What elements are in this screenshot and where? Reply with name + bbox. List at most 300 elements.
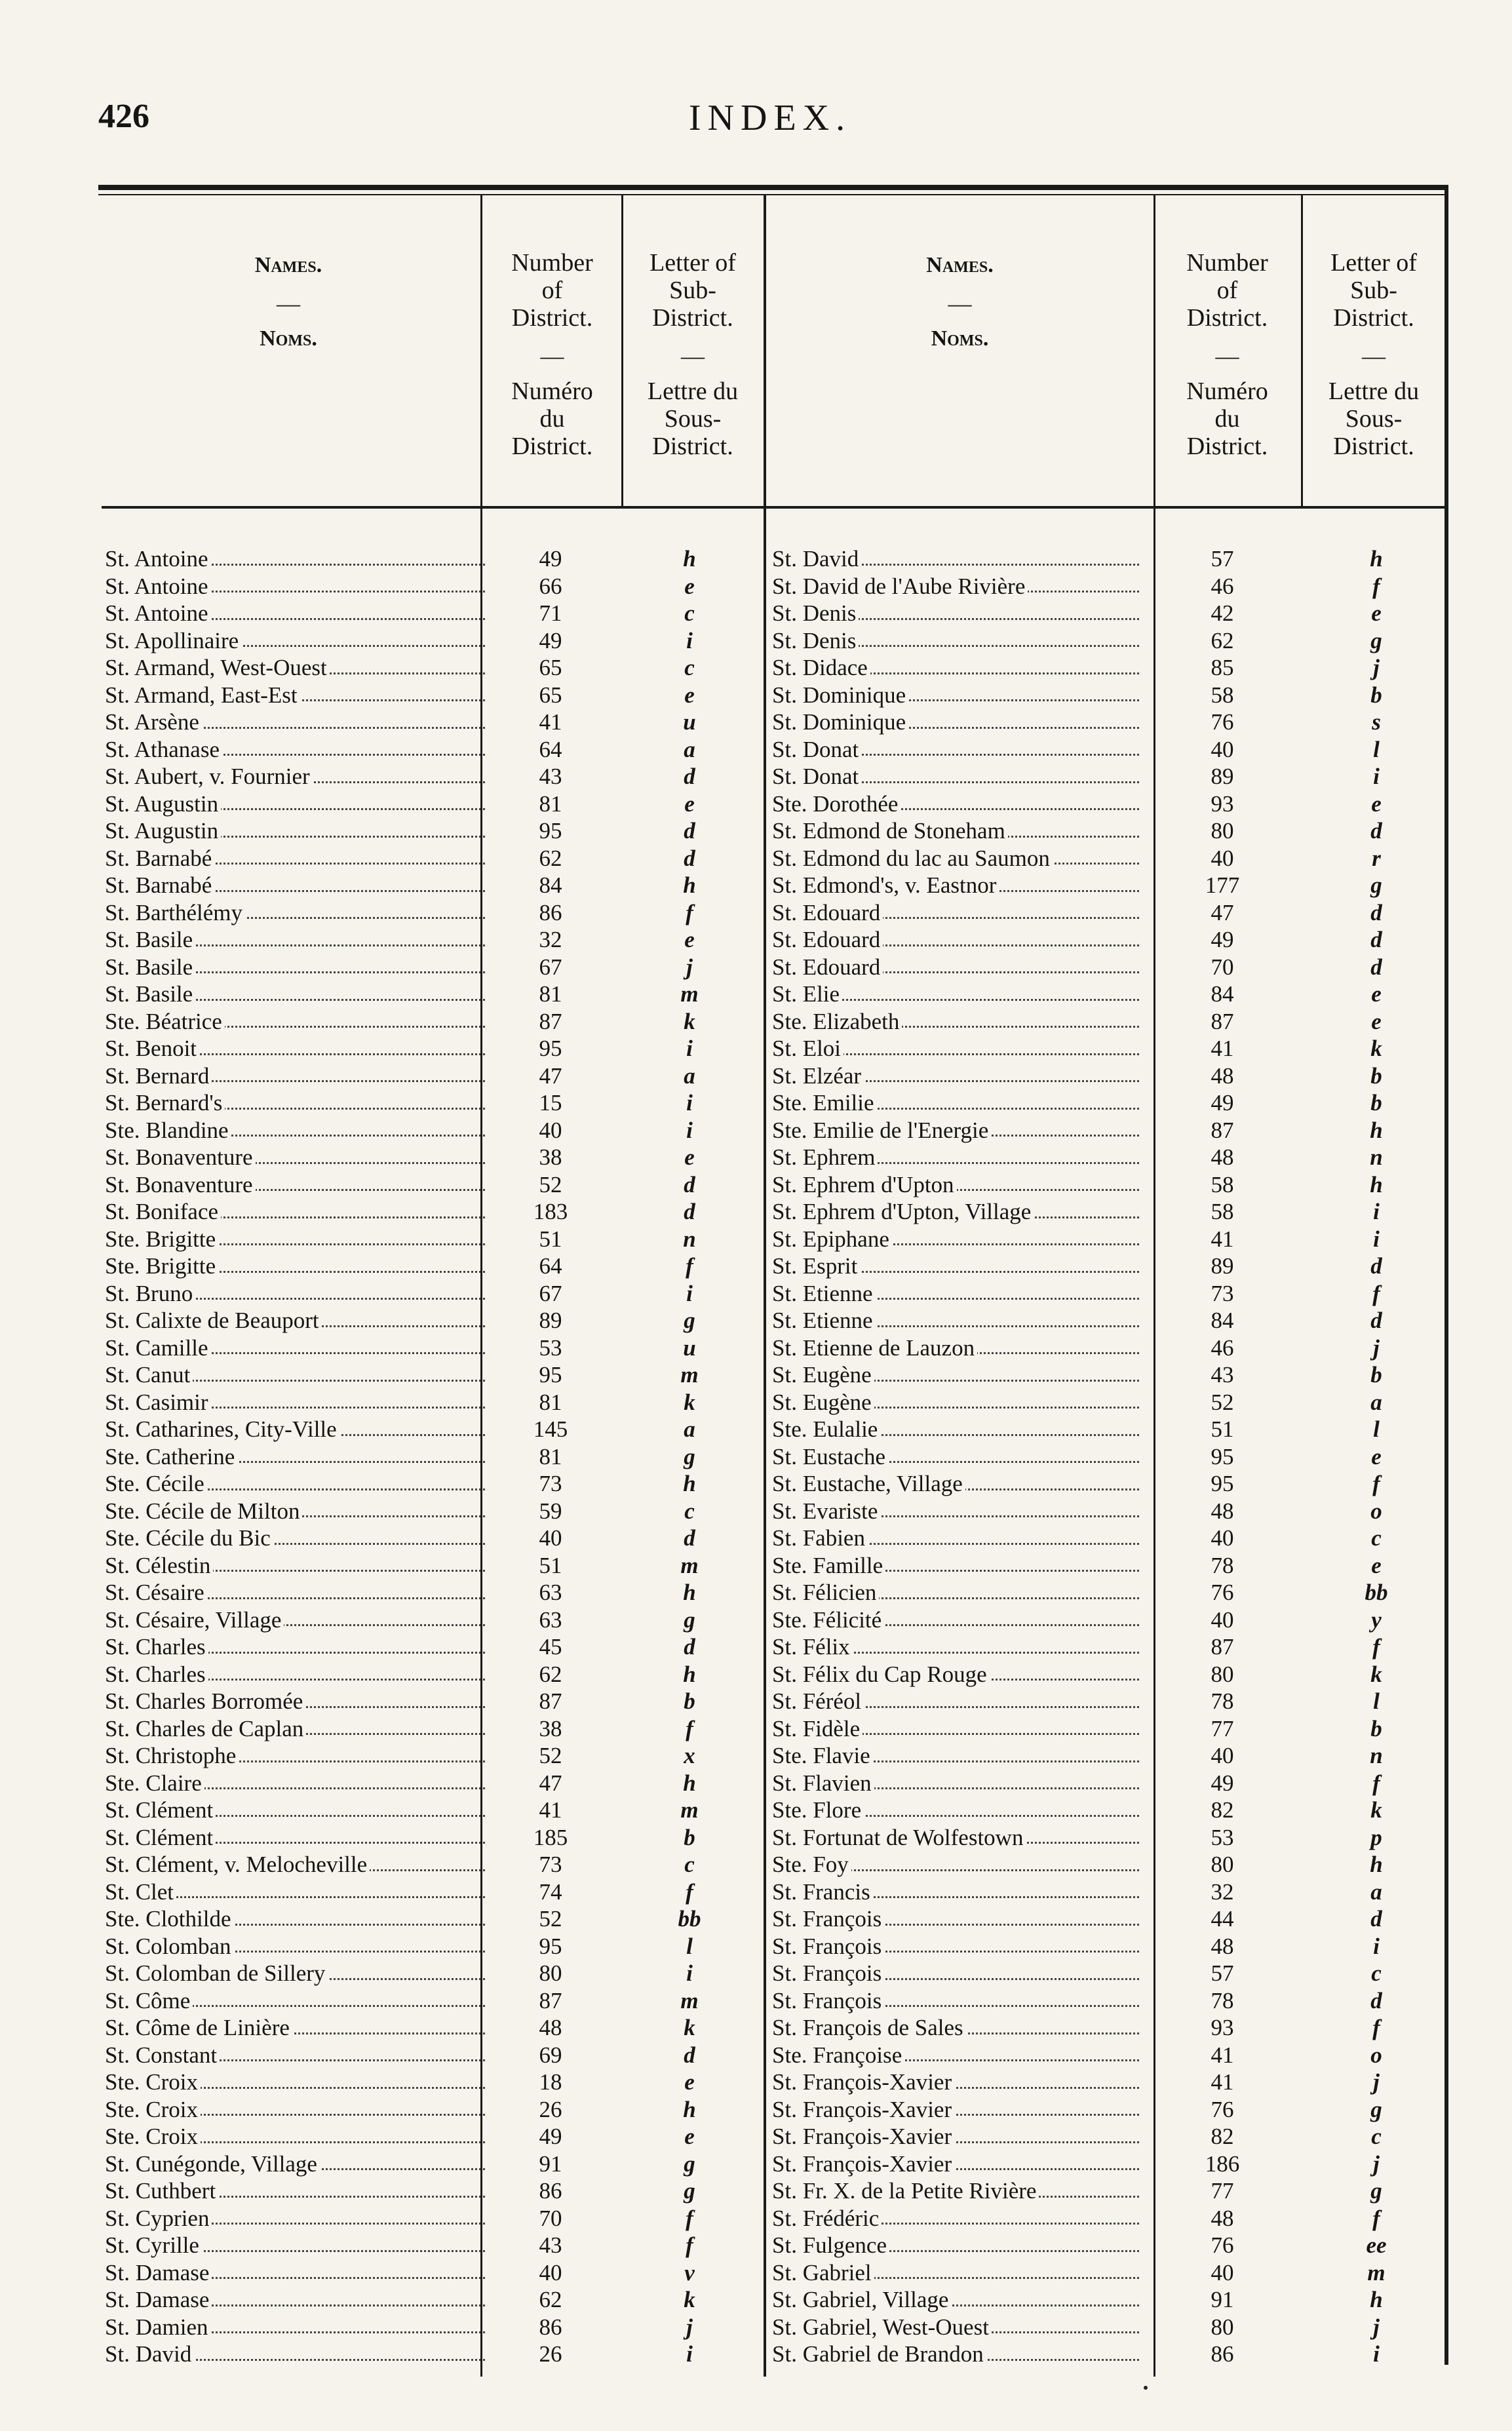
index-row [105,2341,760,2368]
district-number: 42 [1211,600,1234,626]
district-number: 89 [1211,1253,1234,1279]
sub-district-letter: k [684,1008,695,1034]
right-number-header [1157,249,1298,460]
index-row [105,1824,760,1852]
sub-district-letter: n [683,1226,696,1252]
index-row [772,899,1444,927]
district-number: 40 [1211,1606,1234,1633]
divider-right-let [1301,194,1303,509]
place-name: St. David [772,545,1139,573]
place-name: St. Ephrem d'Upton [772,1171,1139,1199]
district-number: 49 [539,627,562,653]
index-row [105,954,760,981]
district-number: 62 [1211,627,1234,653]
sub-district-letter: e [684,682,695,708]
district-number: 49 [1211,927,1234,952]
sub-district-letter: d [684,845,695,871]
index-row [105,981,760,1008]
sub-district-letter: h [1370,546,1383,572]
place-name: St. Féréol [772,1688,1139,1715]
place-name: St. François de Sales [772,2014,1139,2042]
index-row [105,1334,760,1362]
index-row [105,2259,760,2287]
sub-district-letter: g [1370,872,1382,898]
letter-header-en: Letter of Sub- District. [1330,249,1417,332]
index-row [772,790,1444,818]
sub-district-letter: d [684,1525,695,1551]
district-number: 64 [539,736,562,762]
place-name: St. Barnabé [105,845,485,872]
sub-district-letter: i [686,1036,693,1061]
index-row [772,2314,1444,2341]
sub-district-letter: d [1370,1253,1382,1279]
place-name: St. Félix [772,1633,1139,1661]
index-row [772,1525,1444,1552]
sub-district-letter: a [684,736,695,762]
index-row [105,2096,760,2124]
index-row [772,600,1444,627]
place-name: St. Antoine [105,573,485,600]
index-row [105,736,760,764]
index-row [105,1171,760,1199]
sub-district-letter: g [684,1606,695,1633]
place-name: St. Célestin [105,1552,485,1580]
sub-district-letter: f [686,2205,693,2231]
place-name: Ste. Cécile du Bic [105,1525,485,1552]
index-row [772,1443,1444,1471]
sub-district-letter: c [1371,1960,1382,1986]
index-row [105,2123,760,2150]
district-number: 76 [1211,709,1234,735]
district-number: 41 [1211,1036,1234,1061]
sub-district-letter: h [683,546,696,572]
place-name: St. François [772,1933,1139,1960]
header-dash: — [681,343,705,369]
sub-district-letter: a [1370,1389,1382,1415]
sub-district-letter: d [684,818,695,844]
place-name: St. Ephrem d'Upton, Village [772,1198,1139,1226]
sub-district-letter: b [1370,682,1382,708]
district-number: 48 [1211,2205,1234,2231]
district-number: 95 [539,818,562,844]
index-row [772,763,1444,790]
district-number: 15 [539,1090,562,1116]
index-row [105,2314,760,2341]
district-number: 91 [1211,2287,1234,2312]
sub-district-letter: f [686,1253,693,1279]
sub-district-letter: b [1370,1062,1382,1089]
place-name: St. Gabriel [772,2259,1139,2287]
place-name: St. Benoit [105,1035,485,1062]
index-row [105,1280,760,1308]
index-row [772,1035,1444,1062]
sub-district-letter: r [1372,845,1381,871]
district-number: 74 [539,1878,562,1905]
place-name: Ste. Clothilde [105,1905,485,1933]
place-name: St. Edouard [772,926,1139,954]
district-number: 76 [1211,2096,1234,2122]
sub-district-letter: g [684,2178,695,2204]
index-row [105,1960,760,1987]
district-number: 84 [1211,1308,1234,1333]
district-number: 84 [1211,981,1234,1007]
index-row [772,736,1444,764]
sub-district-letter: c [1371,1525,1382,1551]
sub-district-letter: i [686,627,693,653]
index-row [772,709,1444,736]
index-row [772,1008,1444,1036]
place-name: St. Edmond du lac au Saumon [772,845,1139,872]
header-dash: — [540,343,564,369]
index-row [105,899,760,927]
index-row [772,1552,1444,1580]
index-row [105,1525,760,1552]
sub-district-letter: g [1370,2178,1382,2204]
index-row [772,1742,1444,1770]
place-name: St. Christophe [105,1742,485,1770]
index-row [772,845,1444,872]
index-row [772,817,1444,845]
place-name: St. Cyprien [105,2205,485,2232]
district-number: 84 [539,872,562,898]
place-name: St. Frédéric [772,2205,1139,2232]
index-row [105,1144,760,1171]
index-row [105,627,760,655]
district-number: 64 [539,1253,562,1279]
district-number: 40 [539,1525,562,1551]
district-number: 63 [539,1580,562,1605]
district-number: 81 [539,1389,562,1415]
place-name: Ste. Croix [105,2123,485,2150]
district-number: 67 [539,1280,562,1306]
place-name: St. Dominique [772,709,1139,736]
sub-district-letter: i [686,1117,693,1143]
place-name: St. Gabriel, Village [772,2286,1139,2314]
district-number: 62 [539,1661,562,1687]
index-row [772,654,1444,682]
place-name: St. Boniface [105,1198,485,1226]
sub-district-letter: o [1370,1498,1382,1524]
index-row [772,1987,1444,2015]
sub-district-letter: e [1371,790,1382,817]
district-number: 186 [1205,2150,1240,2177]
district-number: 87 [1211,1117,1234,1143]
district-number: 78 [1211,1688,1234,1714]
sub-district-letter: n [1370,1743,1383,1768]
district-number: 65 [539,655,562,680]
district-number: 46 [1211,1334,1234,1361]
index-row [772,2150,1444,2178]
place-name: Ste. Flore [772,1797,1139,1824]
district-number: 73 [539,1471,562,1496]
sub-district-letter: i [686,2341,693,2367]
district-number: 32 [1211,1878,1234,1905]
index-row [105,2232,760,2259]
place-name: St. Fabien [772,1525,1139,1552]
district-number: 82 [1211,1797,1234,1823]
place-name: St. David de l'Aube Rivière [772,573,1139,600]
sub-district-letter: l [1373,736,1380,762]
index-row [772,573,1444,600]
index-row [772,2177,1444,2205]
index-row [105,1253,760,1280]
place-name: St. Arsène [105,709,485,736]
sub-district-letter: k [1370,1661,1382,1687]
sub-district-letter: f [1372,1770,1380,1796]
place-name: Ste. Dorothée [772,790,1139,818]
district-number: 43 [1211,1362,1234,1388]
district-number: 93 [1211,2015,1234,2040]
sub-district-letter: c [684,600,695,626]
index-row [105,709,760,736]
index-row [105,1470,760,1498]
district-number: 86 [539,2178,562,2204]
district-number: 26 [539,2341,562,2367]
place-name: St. François [772,1905,1139,1933]
sub-district-letter: d [1370,1906,1382,1932]
header-dash: — [277,290,300,317]
index-row [105,1307,760,1334]
index-row [105,1933,760,1960]
index-row [105,845,760,872]
index-row [772,1307,1444,1334]
place-name: St. Clément [105,1797,485,1824]
place-name: St. Cunégonde, Village [105,2150,485,2178]
sub-district-letter: j [686,2314,693,2340]
index-row [772,2123,1444,2150]
place-name: Ste. Béatrice [105,1008,485,1036]
district-number: 52 [539,1171,562,1197]
sub-district-letter: o [1370,2042,1382,2068]
place-name: St. Bruno [105,1280,485,1308]
index-row [105,1008,760,1036]
place-name: Ste. Françoise [772,2042,1139,2069]
index-row [105,1797,760,1824]
index-row [772,1416,1444,1443]
district-number: 76 [1211,2232,1234,2258]
sub-district-letter: i [1373,1226,1380,1252]
sub-district-letter: d [1370,899,1382,925]
sub-district-letter: h [1370,1117,1383,1143]
sub-district-letter: c [684,1852,695,1877]
index-row [105,2177,760,2205]
place-name: St. Catharines, City-Ville [105,1416,485,1443]
place-name: St. Cyrille [105,2232,485,2259]
index-row [105,1715,760,1743]
place-name: St. Charles [105,1661,485,1688]
place-name: St. Charles Borromée [105,1688,485,1715]
district-number: 93 [1211,790,1234,817]
district-number: 73 [539,1852,562,1877]
place-name: St. Epiphane [772,1226,1139,1253]
header-dash: — [1362,343,1386,369]
names-header-fr: Noms. [931,326,989,351]
index-row [772,1198,1444,1226]
sub-district-letter: n [1370,1144,1383,1170]
place-name: St. Flavien [772,1770,1139,1797]
sub-district-letter: a [684,1416,695,1442]
district-number: 77 [1211,2178,1234,2204]
left-letter-header [624,249,762,460]
letter-header-fr: Lettre du Sous- District. [1328,378,1420,460]
sub-district-letter: b [1370,1715,1382,1741]
index-row [105,1089,760,1117]
sub-district-letter: l [1373,1416,1380,1442]
place-name: St. Athanase [105,736,485,764]
place-name: St. Ephrem [772,1144,1139,1171]
place-name: Ste. Brigitte [105,1226,485,1253]
index-row [772,926,1444,954]
district-number: 95 [1211,1443,1234,1469]
index-row [772,1144,1444,1171]
sub-district-letter: i [1373,1933,1380,1959]
index-row [772,1633,1444,1661]
district-number: 177 [1205,872,1240,898]
district-number: 66 [539,573,562,599]
sub-district-letter: j [686,954,693,980]
letter-header-fr: Lettre du Sous- District. [647,378,739,460]
sub-district-letter: i [686,1960,693,1986]
index-row [105,926,760,954]
sub-district-letter: e [1371,981,1382,1007]
place-name: St. Césaire [105,1579,485,1606]
place-name: Ste. Foy [772,1851,1139,1878]
place-name: St. Côme de Linière [105,2014,485,2042]
place-name: Ste. Claire [105,1770,485,1797]
index-row [105,1905,760,1933]
district-number: 38 [539,1715,562,1741]
place-name: St. François-Xavier [772,2069,1139,2096]
sub-district-letter: e [684,2124,695,2149]
district-number: 185 [533,1824,568,1850]
index-row [105,872,760,899]
district-number: 183 [533,1199,568,1224]
sub-district-letter: h [1370,1852,1383,1877]
sub-district-letter: h [1370,2287,1383,2312]
place-name: St. Edouard [772,899,1139,927]
page-title: INDEX. [688,98,852,138]
index-row [772,1661,1444,1688]
sub-district-letter: bb [1365,1580,1388,1605]
district-number: 40 [1211,1525,1234,1551]
index-row [772,1960,1444,1987]
district-number: 57 [1211,546,1234,572]
place-name: St. Denis [772,627,1139,655]
district-number: 40 [1211,845,1234,871]
sub-district-letter: g [684,1443,695,1469]
index-row [105,2286,760,2314]
district-number: 49 [1211,1090,1234,1116]
index-row [105,2150,760,2178]
index-row [105,1062,760,1090]
district-number: 53 [539,1334,562,1361]
place-name: St. Barnabé [105,872,485,899]
sub-district-letter: b [1370,1362,1382,1388]
district-number: 87 [539,1688,562,1714]
number-header-fr: Numéro du District. [1186,378,1268,460]
place-name: Ste. Croix [105,2069,485,2096]
page-number: 426 [98,98,149,135]
sub-district-letter: d [684,1171,695,1197]
sub-district-letter: d [684,1199,695,1224]
place-name: St. Augustin [105,817,485,845]
district-number: 48 [1211,1498,1234,1524]
place-name: Ste. Elizabeth [772,1008,1139,1036]
district-number: 86 [539,899,562,925]
district-number: 76 [1211,1580,1234,1605]
district-number: 43 [539,2232,562,2258]
divider-middle [764,194,766,2377]
place-name: St. Aubert, v. Fournier [105,763,485,790]
district-number: 51 [1211,1416,1234,1442]
district-number: 48 [539,2015,562,2040]
index-row [105,654,760,682]
index-row [105,817,760,845]
sub-district-letter: b [684,1688,695,1714]
index-row [772,1280,1444,1308]
header-dash: — [948,290,972,317]
place-name: St. Fidèle [772,1715,1139,1743]
index-row [772,1117,1444,1144]
place-name: Ste. Croix [105,2096,485,2124]
place-name: Ste. Félicité [772,1606,1139,1634]
names-header-en: Names. [926,253,994,277]
sub-district-letter: i [686,1090,693,1116]
district-number: 73 [1211,1280,1234,1306]
sub-district-letter: b [1370,1090,1382,1116]
index-row [772,1878,1444,1906]
district-number: 40 [539,2259,562,2285]
place-name: St. Gabriel de Brandon [772,2341,1139,2368]
place-name: Ste. Brigitte [105,1253,485,1280]
sub-district-letter: f [1372,1471,1380,1496]
place-name: St. Eustache, Village [772,1470,1139,1498]
place-name: St. Canut [105,1361,485,1389]
sub-district-letter: l [1373,1688,1380,1714]
district-number: 65 [539,682,562,708]
index-row [105,1579,760,1606]
sub-district-letter: d [1370,1987,1382,2013]
district-number: 69 [539,2042,562,2068]
place-name: St. Dominique [772,682,1139,709]
district-number: 67 [539,954,562,980]
district-number: 80 [539,1960,562,1986]
index-row [772,872,1444,899]
sub-district-letter: k [684,2015,695,2040]
sub-district-letter: i [1373,1199,1380,1224]
place-name: St. Armand, West-Ouest [105,654,485,682]
index-row [105,1770,760,1797]
district-number: 87 [539,1987,562,2013]
place-name: St. Basile [105,981,485,1008]
district-number: 49 [1211,1770,1234,1796]
sub-district-letter: f [1372,2205,1380,2231]
index-row [772,1062,1444,1090]
index-row [105,1661,760,1688]
place-name: St. Clet [105,1878,485,1906]
district-number: 59 [539,1498,562,1524]
district-number: 40 [539,1117,562,1143]
place-name: Ste. Blandine [105,1117,485,1144]
district-number: 26 [539,2096,562,2122]
sub-district-letter: e [1371,1443,1382,1469]
sub-district-letter: k [684,2287,695,2312]
district-number: 95 [539,1362,562,1388]
place-name: St. Bonaventure [105,1144,485,1171]
place-name: St. David [105,2341,485,2368]
header-rule [98,185,1448,190]
sub-district-letter: a [1370,1878,1382,1905]
